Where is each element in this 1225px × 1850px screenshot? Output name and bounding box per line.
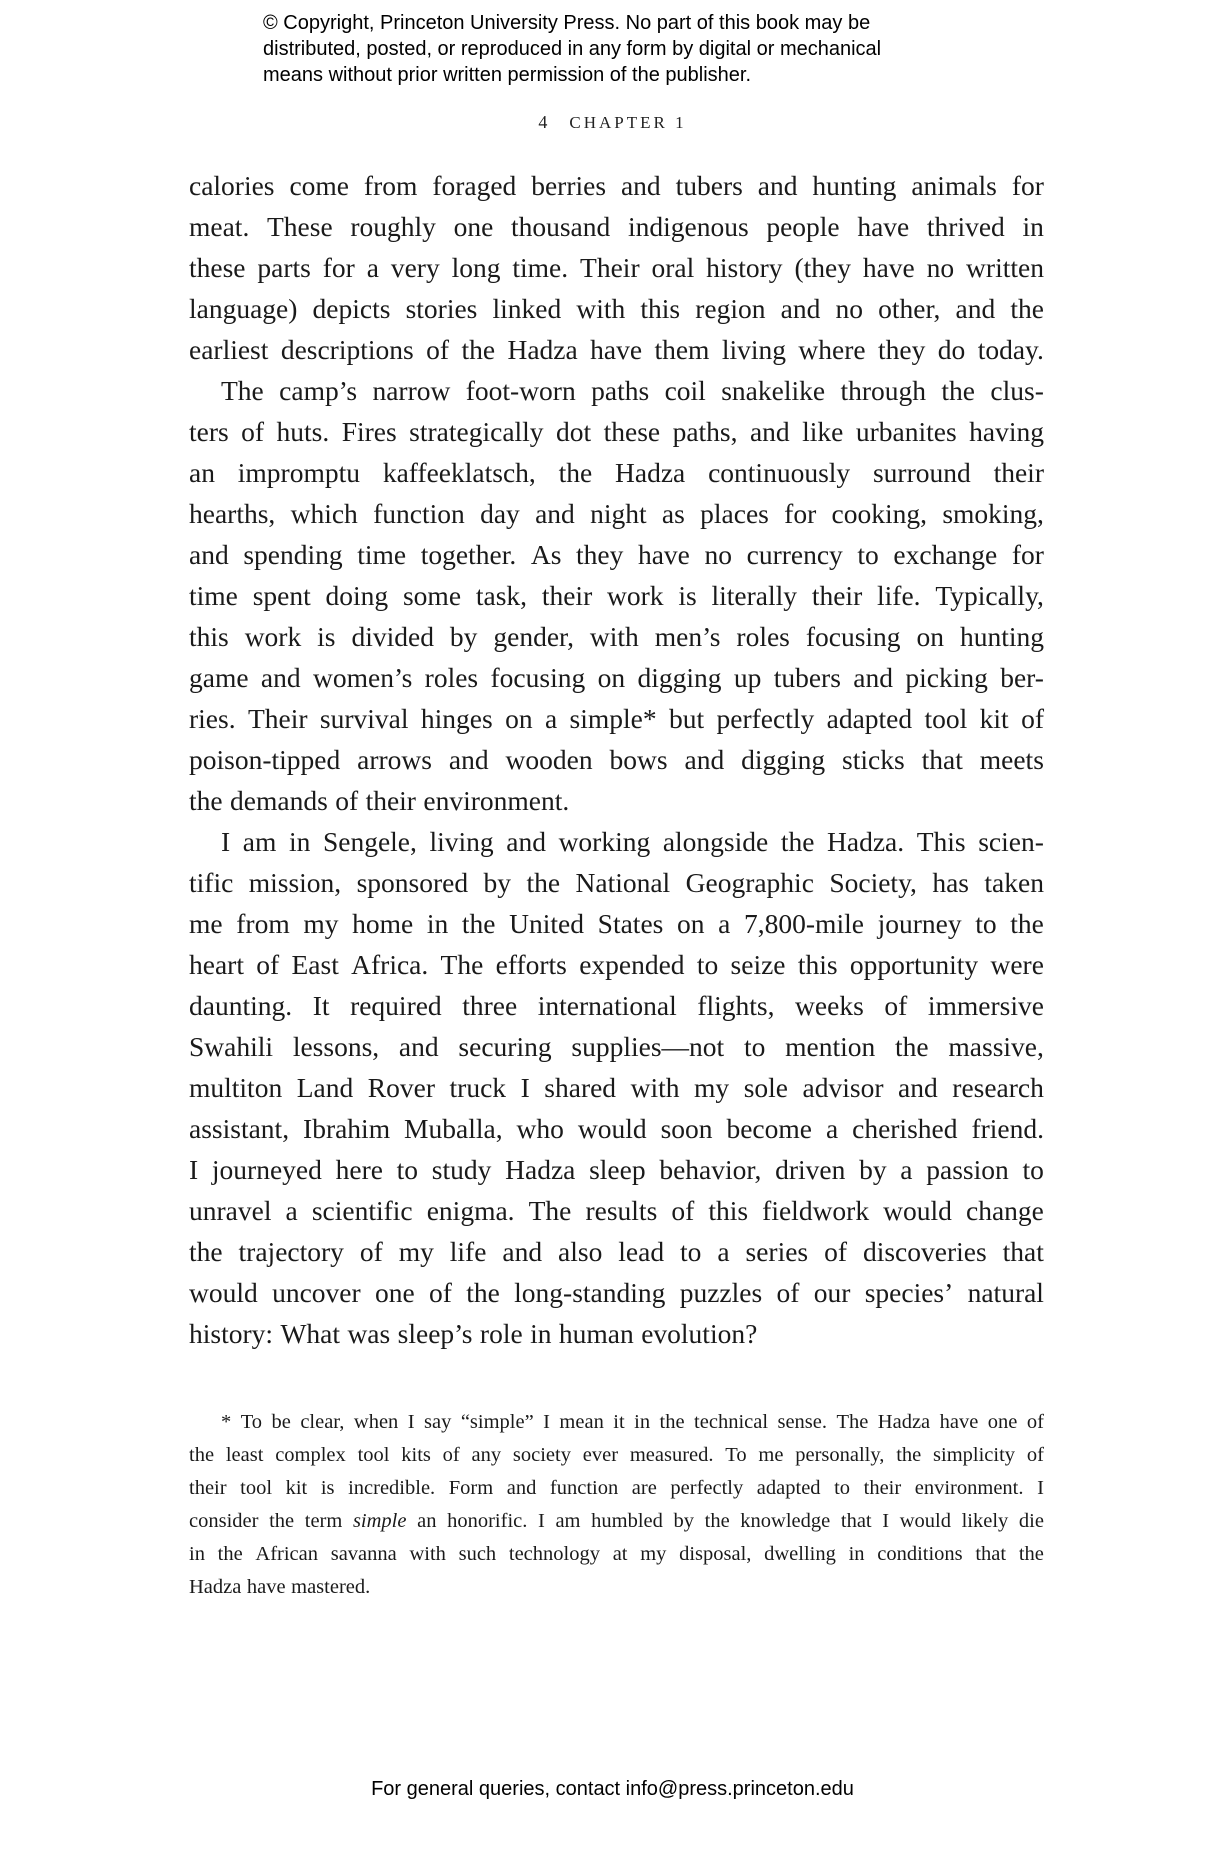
text-line: these parts for a very long time. Their oral history (they have no written <box>189 252 1044 283</box>
paragraph <box>189 165 1044 370</box>
copyright-line: distributed, posted, or reproduced in any form by digital or mechanical <box>263 38 882 60</box>
footnote-line: the least complex tool kits of any society ever measured. To me personally, the simplicity of <box>189 1444 1044 1466</box>
text-line: would uncover one of the long-standing puzzles of our species’ natural <box>189 1277 1044 1308</box>
footnote-line: Hadza have mastered. <box>189 1576 371 1598</box>
footnote-line: their tool kit is incredible. Form and function are perfectly adapted to their environment. I <box>189 1477 1044 1499</box>
text-line: time spent doing some task, their work is literally their life. Typically, <box>189 580 1044 611</box>
page-number: 4 <box>538 112 548 132</box>
text-line: game and women’s roles focusing on digging up tubers and picking ber- <box>189 662 1044 693</box>
text-line: assistant, Ibrahim Muballa, who would soon become a cherished friend. <box>189 1113 1044 1144</box>
footnote <box>189 1406 1044 1604</box>
text-line: multiton Land Rover truck I shared with my sole advisor and research <box>189 1072 1044 1103</box>
text-line: daunting. It required three international flights, weeks of immersive <box>189 990 1044 1021</box>
text-line: and spending time together. As they have no currency to exchange for <box>189 539 1044 570</box>
text-line: me from my home in the United States on a 7,800-mile journey to the <box>189 908 1044 939</box>
footnote-line: consider the term simple an honorific. I am humbled by the knowledge that I would likely die <box>189 1510 1044 1532</box>
copyright-notice <box>263 10 1023 88</box>
text-line: poison-tipped arrows and wooden bows and digging sticks that meets <box>189 744 1044 775</box>
chapter-label: CHAPTER 1 <box>569 113 687 132</box>
copyright-line: © Copyright, Princeton University Press. No part of this book may be <box>263 12 871 34</box>
text-line: calories come from foraged berries and tubers and hunting animals for <box>189 170 1044 201</box>
copyright-line: means without prior written permission of the publisher. <box>263 64 752 86</box>
text-line: heart of East Africa. The efforts expended to seize this opportunity were <box>189 949 1044 980</box>
paragraph <box>189 370 1044 821</box>
text-line: the trajectory of my life and also lead to a series of discoveries that <box>189 1236 1044 1267</box>
text-line: earliest descriptions of the Hadza have them living where they do today. <box>189 334 1044 365</box>
text-line: ries. Their survival hinges on a simple* but perfectly adapted tool kit of <box>189 703 1044 734</box>
running-head <box>0 112 1225 133</box>
text-line: The camp’s narrow foot-worn paths coil snakelike through the clus- <box>221 375 1044 406</box>
footnote-line: in the African savanna with such technology at my disposal, dwelling in conditions that the <box>189 1543 1044 1565</box>
text-line: an impromptu kaffeeklatsch, the Hadza continuously surround their <box>189 457 1044 488</box>
text-line: Swahili lessons, and securing supplies—not to mention the massive, <box>189 1031 1044 1062</box>
text-line: history: What was sleep’s role in human evolution? <box>189 1318 758 1349</box>
footnote-line: * To be clear, when I say “simple” I mean it in the technical sense. The Hadza have one of <box>221 1411 1044 1433</box>
text-line: the demands of their environment. <box>189 785 570 816</box>
text-line: I journeyed here to study Hadza sleep behavior, driven by a passion to <box>189 1154 1044 1185</box>
text-line: hearths, which function day and night as places for cooking, smoking, <box>189 498 1044 529</box>
text-line: I am in Sengele, living and working alongside the Hadza. This scien- <box>221 826 1044 857</box>
text-line: ters of huts. Fires strategically dot these paths, and like urbanites having <box>189 416 1044 447</box>
paragraph <box>189 821 1044 1354</box>
text-line: language) depicts stories linked with this region and no other, and the <box>189 293 1044 324</box>
text-line: tific mission, sponsored by the National Geographic Society, has taken <box>189 867 1044 898</box>
text-line: this work is divided by gender, with men’s roles focusing on hunting <box>189 621 1044 652</box>
contact-footer: For general queries, contact info@press.princeton.edu <box>371 1778 854 1800</box>
text-line: meat. These roughly one thousand indigenous people have thrived in <box>189 211 1044 242</box>
body-text <box>189 165 1044 1354</box>
text-line: unravel a scientific enigma. The results of this fieldwork would change <box>189 1195 1044 1226</box>
